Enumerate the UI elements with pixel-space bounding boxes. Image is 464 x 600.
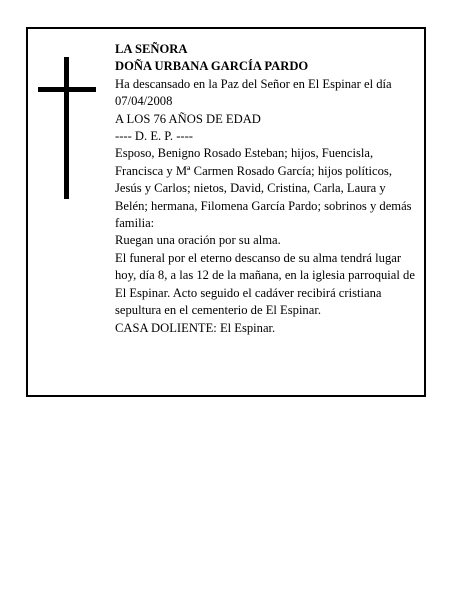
age-line: A LOS 76 AÑOS DE EDAD <box>115 111 261 126</box>
prayer-request: Ruegan una oración por su alma. <box>115 233 281 248</box>
family-paragraph: Esposo, Benigno Rosado Esteban; hijos, Fuencisla, Francisca y Mª Carmen Rosado García; hijos políticos, Jesús y Carlos; nietos, David, Cristina, Carla, Laura y Belén; hermana, Filomena García Pardo; sobrinos y demás familia: <box>115 146 412 231</box>
cross-horizontal-bar <box>38 87 96 92</box>
notice-title-line2: DOÑA URBANA GARCÍA PARDO <box>115 59 309 74</box>
mourning-house: CASA DOLIENTE: El Espinar. <box>115 320 276 335</box>
notice-title-line1: LA SEÑORA <box>115 42 188 56</box>
funeral-paragraph: El funeral por el eterno descanso de su alma tendrá lugar hoy, día 8, a las 12 de la mañana, en la iglesia parroquial de El Espinar. Acto seguido el cadáver recibirá cristiana sepultura en el cementerio de El Espinar. <box>115 250 415 318</box>
death-statement: Ha descansado en la Paz del Señor en El Espinar el día 07/04/2008 <box>115 76 392 109</box>
obituary-notice <box>26 27 426 397</box>
rip-line: ---- D. E. P. ---- <box>115 129 193 144</box>
cross-vertical-bar <box>64 57 69 199</box>
obituary-text <box>115 41 415 337</box>
cross-icon <box>38 57 98 199</box>
